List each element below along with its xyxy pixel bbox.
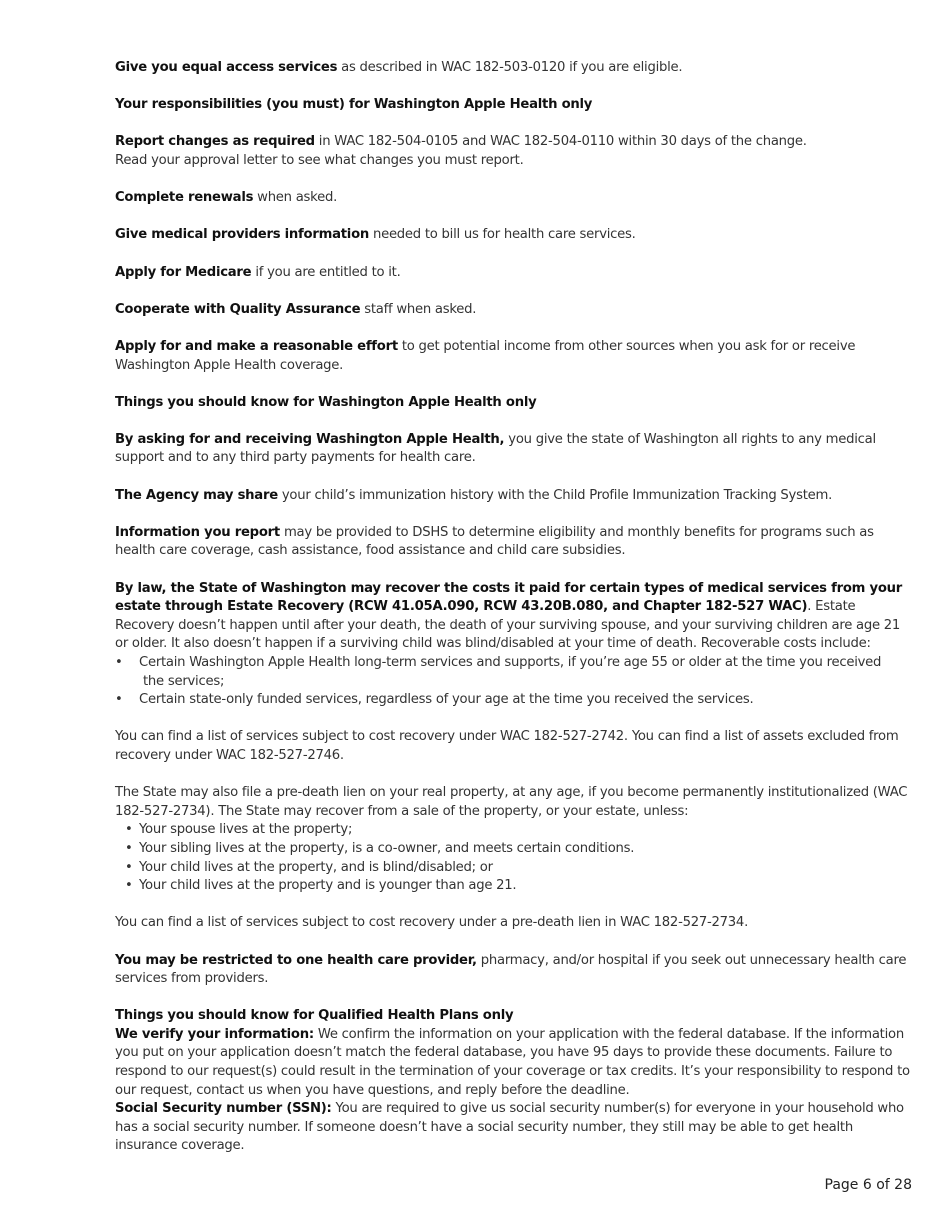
list-item: • Your sibling lives at the property, is a co-owner, and meets certain conditions. (115, 840, 910, 859)
equal-access-paragraph: Give you equal access services as described in WAC 182-503-0120 if you are eligible. (115, 60, 683, 75)
ssn-paragraph: Social Security number (SSN): You are required to give us social security number(s) for everyone in your household who has a social security number. If someone doesn’t have a social security number, they still may be able to get health insurance coverage. (115, 1101, 904, 1154)
asking-paragraph: By asking for and receiving Washington Apple Health, you give the state of Washington all rights to any medical support and to any third party payments for health care. (115, 431, 876, 466)
list-item: • Your child lives at the property and is younger than age 21. (115, 877, 910, 896)
restricted-paragraph: You may be restricted to one health care provider, pharmacy, and/or hospital if you seek out unnecessary health care services from providers. (115, 952, 907, 987)
verify-paragraph: We verify your information: We confirm the information on your application with the federal database. If the information you put on your application doesn’t match the federal database, you have 95 days to provide these documents. Failure to respond to our request(s) could result in the termination of your coverage or tax credits. It’s your responsibility to respond to our request, contact us when you have questions, and reply before the deadline. (115, 1026, 910, 1098)
reasonable-effort-paragraph: Apply for and make a reasonable effort to get potential income from other sources when you ask for or receive Washington Apple Health coverage. (115, 338, 856, 373)
know-heading: Things you should know for Washington Apple Health only (115, 394, 537, 410)
list-item: • Certain state-only funded services, regardless of your age at the time you received the services. (115, 691, 910, 710)
list-item: • Certain Washington Apple Health long-term services and supports, if you’re age 55 or older at the time you received the services; (115, 654, 910, 691)
recoverable-costs-list (115, 654, 910, 710)
predeath-list-paragraph: You can find a list of services subject to cost recovery under a pre-death lien in WAC 182-527-2734. (115, 915, 749, 931)
quality-assurance-paragraph: Cooperate with Quality Assurance staff when asked. (115, 301, 477, 317)
lien-paragraph: The State may also file a pre-death lien on your real property, at any age, if you become permanently institutionalized (WAC 182-527-2734). The State may recover from a sale of the property, or your estate, unless: (115, 785, 908, 819)
providers-info-paragraph: Give medical providers information needed to bill us for health care services. (115, 227, 636, 243)
lien-exceptions-list (115, 821, 910, 895)
info-report-paragraph: Information you report may be provided to DSHS to determine eligibility and monthly benefits for programs such as health care coverage, cash assistance, food assistance and child care subsidies. (115, 524, 874, 559)
medicare-paragraph: Apply for Medicare if you are entitled to it. (115, 264, 401, 280)
renewals-paragraph: Complete renewals when asked. (115, 190, 338, 206)
report-changes-paragraph: Report changes as required in WAC 182-504-0105 and WAC 182-504-0110 within 30 days of the change. Read your approval letter to see what changes you must report. (115, 134, 807, 168)
list-item: • Your spouse lives at the property; (115, 821, 910, 840)
services-list-paragraph: You can find a list of services subject to cost recovery under WAC 182-527-2742. You can find a list of assets excluded from recovery under WAC 182-527-2746. (115, 729, 899, 763)
estate-recovery-paragraph: By law, the State of Washington may recover the costs it paid for certain types of medical services from your estate through Estate Recovery (RCW 41.05A.090, RCW 43.20B.080, and Chapter 182-527 WAC). Estate Recovery doesn’t happen until after your death, the death of your surviving spouse, and your surviving children are age 21 or older. It also doesn’t happen if a surviving child was blind/disabled at your time of death. Recoverable costs include: (115, 580, 903, 652)
qhp-heading: Things you should know for Qualified Health Plans only (115, 1008, 514, 1024)
responsibilities-heading: Your responsibilities (you must) for Washington Apple Health only (115, 97, 593, 113)
list-item: • Your child lives at the property, and is blind/disabled; or (115, 859, 910, 878)
page-content (115, 59, 910, 1156)
page-number: Page 6 of 28 (824, 1177, 912, 1193)
agency-share-paragraph: The Agency may share your child’s immunization history with the Child Profile Immunization Tracking System. (115, 487, 833, 503)
